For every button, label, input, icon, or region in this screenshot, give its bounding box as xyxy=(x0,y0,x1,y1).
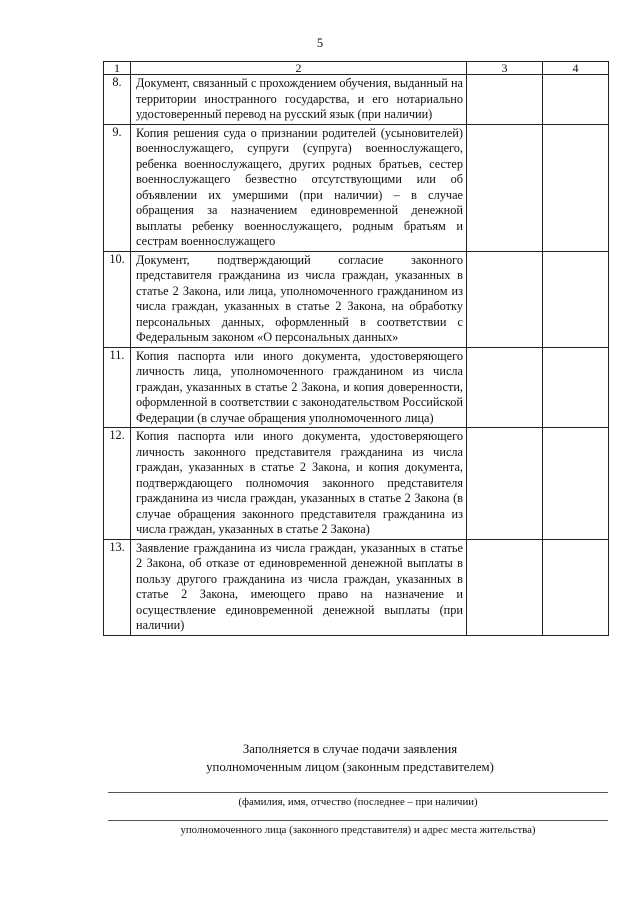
table-row xyxy=(104,251,609,347)
cell-col4 xyxy=(543,124,609,251)
row-number: 12. xyxy=(104,428,131,540)
cell-col3 xyxy=(467,347,543,428)
page-number: 5 xyxy=(316,36,324,50)
table-row xyxy=(104,428,609,540)
name-caption: (фамилия, имя, отчество (последнее – при наличии) xyxy=(238,796,478,808)
table-row xyxy=(104,124,609,251)
document-description: Заявление гражданина из числа граждан, указанных в статье 2 Закона, об отказе от единовременной денежной выплаты в пользу другого гражданина из числа граждан, указанных в статье 2 Закона, имеющего право на назначение и осуществление единовременной денежной выплаты (при наличии) xyxy=(131,539,467,635)
fill-title-line-2: уполномоченным лицом (законным представителем) xyxy=(206,760,494,774)
document-description: Копия паспорта или иного документа, удостоверяющего личность законного представителя гражданина из числа граждан, указанных в статье 2 Закона, и копия документа, подтверждающего полномочия законного представителя гражданина из числа граждан, указанных в статье 2 Закона (в случае обращения законного представителя гражданина из числа граждан, указанных в статье 2 Закона) xyxy=(131,428,467,540)
row-number: 10. xyxy=(104,251,131,347)
row-number: 9. xyxy=(104,124,131,251)
column-header: 4 xyxy=(543,62,609,75)
document-description: Копия паспорта или иного документа, удостоверяющего личность лица, уполномоченного гражданином из числа граждан, указанных в статье 2 Закона, и копия доверенности, оформленной в соответствии с законодательством Российской Федерации (в случае обращения уполномоченного лица) xyxy=(131,347,467,428)
address-caption: уполномоченного лица (законного представителя) и адрес места жительства) xyxy=(180,824,536,836)
document-description: Документ, подтверждающий согласие законного представителя гражданина из числа граждан, указанных в статье 2 Закона, или лица, уполномоченного гражданином из числа граждан, указанных в статье 2 Закона, на обработку персональных данных, оформленный в соответствии с Федеральным законом «О персональных данных» xyxy=(131,251,467,347)
table-row xyxy=(104,347,609,428)
documents-table xyxy=(103,61,609,636)
document-description: Документ, связанный с прохождением обучения, выданный на территории иностранного государства, и его нотариально удостоверенный перевод на русский язык (при наличии) xyxy=(131,75,467,125)
row-number: 8. xyxy=(104,75,131,125)
cell-col3 xyxy=(467,251,543,347)
column-header: 3 xyxy=(467,62,543,75)
table-row xyxy=(104,75,609,125)
column-header: 1 xyxy=(104,62,131,75)
column-header: 2 xyxy=(131,62,467,75)
cell-col4 xyxy=(543,251,609,347)
document-description: Копия решения суда о признании родителей (усыновителей) военнослужащего, супруги (супруга) военнослужащего, ребенка военнослужащего, других родных братьев, сестер военнослужащего безвестно отсутствующими или об объявлении их умершими (при наличии) – в случае обращения за назначением единовременной денежной выплаты ребенку военнослужащего, родным братьям и сестрам военнослужащего xyxy=(131,124,467,251)
row-number: 11. xyxy=(104,347,131,428)
cell-col3 xyxy=(467,539,543,635)
cell-col3 xyxy=(467,428,543,540)
cell-col4 xyxy=(543,539,609,635)
cell-col4 xyxy=(543,347,609,428)
cell-col4 xyxy=(543,428,609,540)
fill-section-title xyxy=(0,740,640,776)
address-input-line[interactable] xyxy=(108,820,608,821)
table-row xyxy=(104,539,609,635)
cell-col4 xyxy=(543,75,609,125)
row-number: 13. xyxy=(104,539,131,635)
fill-title-line-1: Заполняется в случае подачи заявления xyxy=(242,742,458,756)
cell-col3 xyxy=(467,75,543,125)
name-input-line[interactable] xyxy=(108,792,608,793)
cell-col3 xyxy=(467,124,543,251)
table-header-row xyxy=(104,62,609,75)
